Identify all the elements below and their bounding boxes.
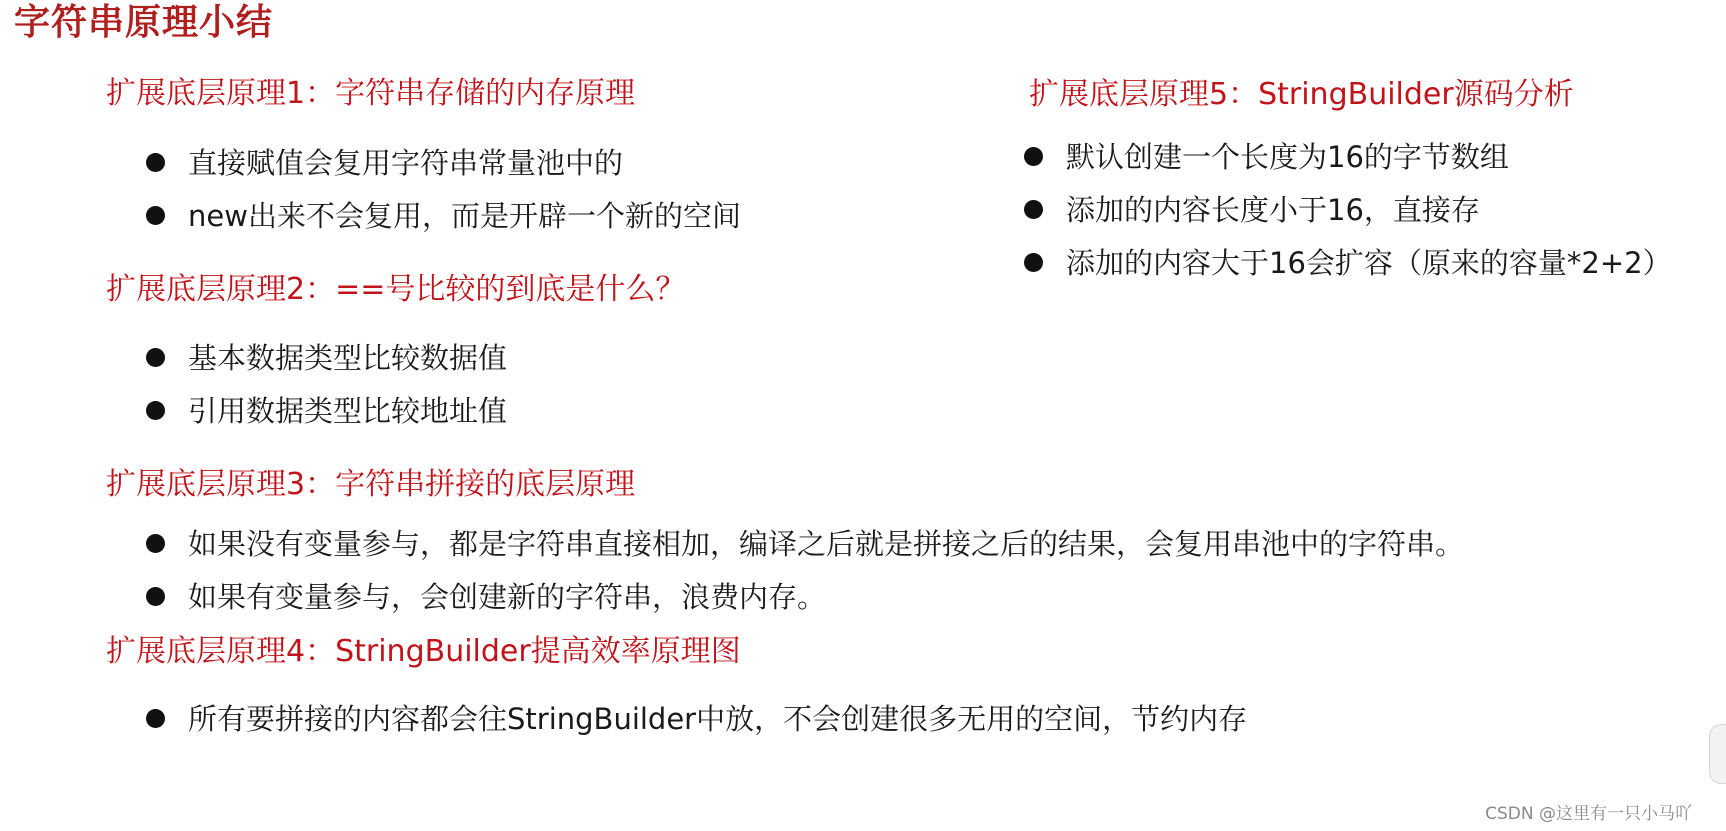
- list-item: [146, 196, 741, 236]
- bullet-text: new出来不会复用，而是开辟一个新的空间: [188, 199, 741, 233]
- section-heading-1: 扩展底层原理1：字符串存储的内存原理: [106, 76, 636, 111]
- bullet-icon: [1024, 253, 1043, 272]
- list-item: [1024, 243, 1672, 283]
- page-title: 字符串原理小结: [14, 2, 274, 43]
- bullet-icon: [146, 348, 165, 367]
- bullet-icon: [146, 709, 165, 728]
- list-item: [146, 143, 741, 183]
- bullet-text: 添加的内容长度小于16，直接存: [1066, 193, 1480, 227]
- bullet-icon: [1024, 147, 1043, 166]
- list-item: [146, 699, 1247, 739]
- bullet-text: 直接赋值会复用字符串常量池中的: [188, 146, 624, 180]
- section-3-bullets: [146, 524, 1464, 617]
- bullet-text: 引用数据类型比较地址值: [188, 394, 508, 428]
- section-4-bullets: [146, 699, 1247, 739]
- bullet-text: 基本数据类型比较数据值: [188, 341, 508, 375]
- scroll-tab[interactable]: [1709, 724, 1726, 784]
- watermark: CSDN @这里有一只小马吖: [1485, 804, 1692, 824]
- section-heading-2: 扩展底层原理2：==号比较的到底是什么？: [106, 272, 686, 307]
- section-5-bullets: [1024, 137, 1672, 283]
- list-item: [146, 524, 1464, 564]
- bullet-text: 所有要拼接的内容都会往StringBuilder中放，不会创建很多无用的空间，节约内存: [188, 702, 1248, 736]
- list-item: [1024, 137, 1672, 177]
- section-2-bullets: [146, 338, 507, 431]
- bullet-text: 如果没有变量参与，都是字符串直接相加，编译之后就是拼接之后的结果，会复用串池中的字符串。: [188, 527, 1465, 561]
- bullet-icon: [146, 587, 165, 606]
- list-item: [1024, 190, 1672, 230]
- list-item: [146, 577, 1464, 617]
- section-heading-5: 扩展底层原理5：StringBuilder源码分析: [1029, 77, 1574, 112]
- section-heading-3: 扩展底层原理3：字符串拼接的底层原理: [106, 467, 636, 502]
- section-1-bullets: [146, 143, 741, 236]
- section-heading-4: 扩展底层原理4：StringBuilder提高效率原理图: [106, 634, 741, 669]
- bullet-icon: [1024, 200, 1043, 219]
- bullet-icon: [146, 206, 165, 225]
- list-item: [146, 338, 507, 378]
- bullet-icon: [146, 153, 165, 172]
- list-item: [146, 391, 507, 431]
- bullet-icon: [146, 401, 165, 420]
- bullet-text: 如果有变量参与，会创建新的字符串，浪费内存。: [188, 580, 827, 614]
- bullet-text: 添加的内容大于16会扩容（原来的容量*2+2）: [1066, 246, 1672, 280]
- bullet-text: 默认创建一个长度为16的字节数组: [1066, 140, 1509, 174]
- bullet-icon: [146, 534, 165, 553]
